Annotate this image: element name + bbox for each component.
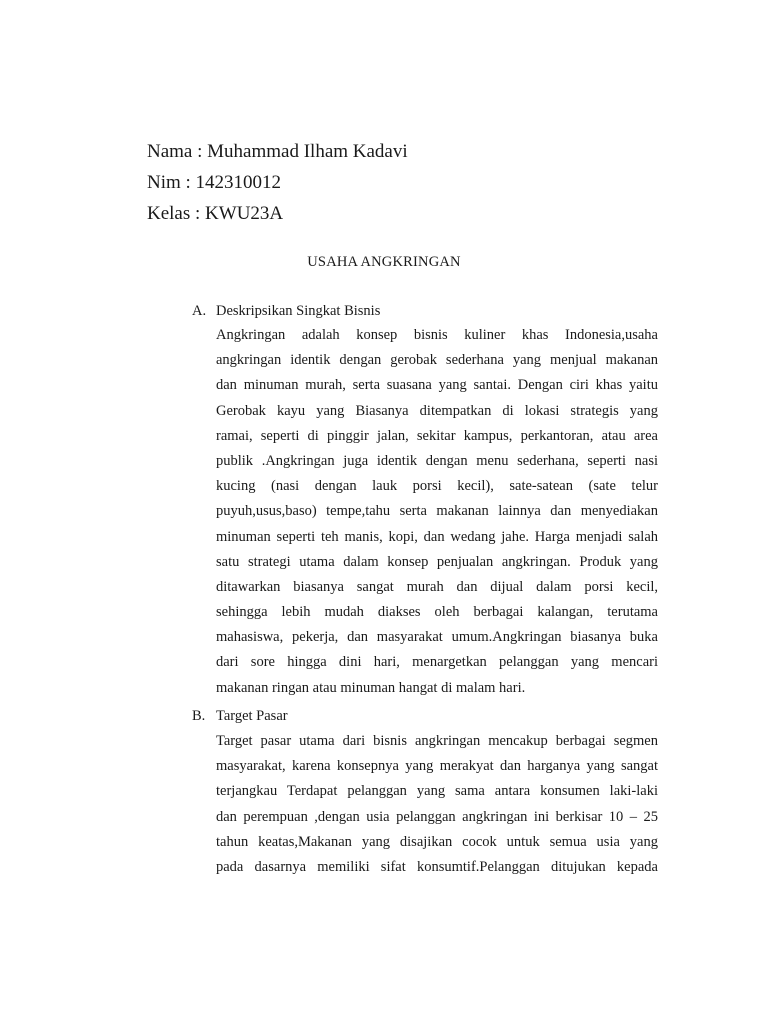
paragraph-line: mahasiswa, pekerja, dan masyarakat umum.Angkringan biasanya buka <box>216 629 658 646</box>
section-body-b <box>216 729 658 880</box>
paragraph-line: Gerobak kayu yang Biasanya ditempatkan di lokasi strategis yang <box>216 402 658 419</box>
section-heading-text: Deskripsikan Singkat Bisnis <box>216 303 381 319</box>
section-letter: B. <box>192 708 206 724</box>
student-class: Kelas : KWU23A <box>147 203 284 224</box>
paragraph-line: masyarakat, karena konsepnya yang merakyat dan harganya yang sangat <box>216 758 658 775</box>
paragraph-line: Angkringan adalah konsep bisnis kuliner khas Indonesia,usaha <box>216 327 658 343</box>
section-heading-a <box>192 303 380 320</box>
paragraph-line: dari sore hingga dini hari, menargetkan pelanggan yang mencari <box>216 654 658 671</box>
student-name: Nama : Muhammad Ilham Kadavi <box>147 141 408 162</box>
paragraph-line: makanan ringan atau minuman hangat di malam hari. <box>216 679 526 696</box>
paragraph-line: puyuh,usus,baso) tempe,tahu serta makanan lainnya dan menyediakan <box>216 503 658 520</box>
document-title: USAHA ANGKRINGAN <box>307 254 461 270</box>
paragraph-line: kucing (nasi dengan lauk porsi kecil), sate-satean (sate telur <box>216 478 658 495</box>
paragraph-line: dan minuman murah, serta suasana yang santai. Dengan ciri khas yaitu <box>216 377 658 394</box>
paragraph-line: angkringan identik dengan gerobak sederhana yang menjual makanan <box>216 352 658 369</box>
section-heading-text: Target Pasar <box>216 708 288 724</box>
paragraph-line: publik .Angkringan juga identik dengan menu sederhana, seperti nasi <box>216 452 658 469</box>
paragraph-line: pada dasarnya memiliki sifat konsumtif.Pelanggan ditujukan kepada <box>216 858 658 875</box>
paragraph-line: satu strategi utama dalam konsep penjualan angkringan. Produk yang <box>216 553 658 570</box>
paragraph-line: terjangkau Terdapat pelanggan yang sama antara konsumen laki-laki <box>216 783 658 800</box>
paragraph-line: Target pasar utama dari bisnis angkringan mencakup berbagai segmen <box>216 733 658 749</box>
paragraph-line: ditawarkan biasanya sangat murah dan dijual dalam porsi kecil, <box>216 578 658 595</box>
paragraph-line: minuman seperti teh manis, kopi, dan wedang jahe. Harga menjadi salah <box>216 528 658 545</box>
section-body-a <box>216 323 658 701</box>
paragraph-line: dan perempuan ,dengan usia pelanggan angkringan ini berkisar 10 – 25 <box>216 808 658 825</box>
paragraph-line: ramai, seperti di pinggir jalan, sekitar kampus, perkantoran, atau area <box>216 427 658 444</box>
student-info <box>147 136 408 229</box>
paragraph-line: sehingga lebih mudah diakses oleh berbagai kalangan, terutama <box>216 604 658 621</box>
section-letter: A. <box>192 303 207 319</box>
paragraph-line: tahun keatas,Makanan yang disajikan cocok untuk semua usia yang <box>216 833 658 850</box>
section-heading-b <box>192 708 288 725</box>
student-id: Nim : 142310012 <box>147 172 282 193</box>
